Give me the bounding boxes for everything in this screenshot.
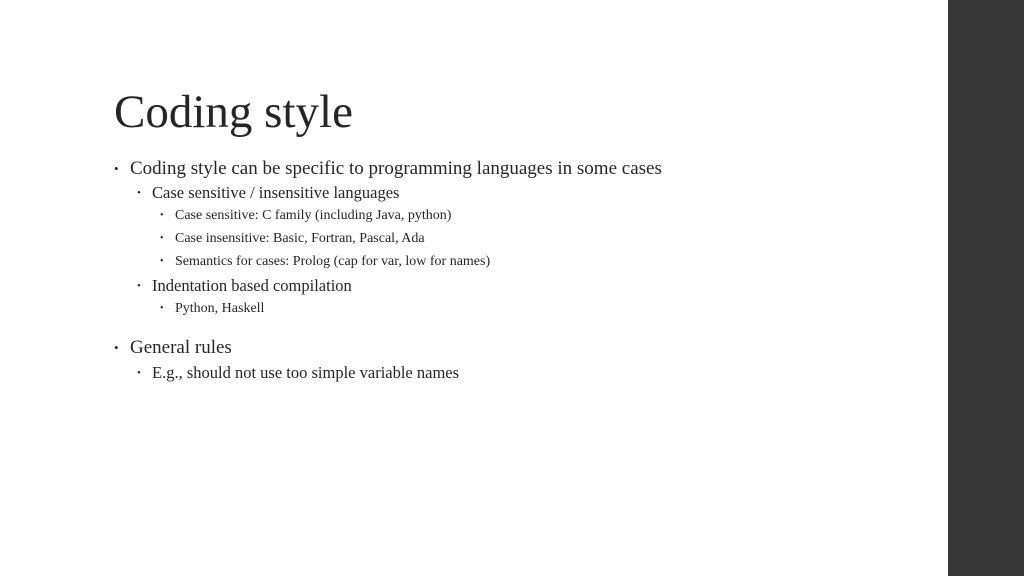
bullet-marker: • xyxy=(137,280,141,292)
bullet-marker: • xyxy=(137,367,141,379)
bullet-marker: • xyxy=(114,340,119,355)
bullet-marker: • xyxy=(160,210,164,221)
decorative-side-bar xyxy=(948,0,1024,576)
slide-title: Coding style xyxy=(114,86,353,138)
bullet-level3-semantics-cases: Semantics for cases: Prolog (cap for var, low for names) xyxy=(175,254,491,269)
bullet-marker: • xyxy=(160,256,164,267)
bullet-level3-python-haskell: Python, Haskell xyxy=(175,301,265,316)
bullet-level1-general-rules: General rules xyxy=(130,337,232,358)
bullet-marker: • xyxy=(160,233,164,244)
bullet-level2-indentation: Indentation based compilation xyxy=(152,276,352,295)
bullet-level2-case-languages: Case sensitive / insensitive languages xyxy=(152,183,400,202)
bullet-level2-example-variable-names: E.g., should not use too simple variable names xyxy=(152,363,460,382)
bullet-level1-coding-style: Coding style can be specific to programming languages in some cases xyxy=(130,158,662,179)
bullet-marker: • xyxy=(160,303,164,314)
bullet-level3-case-insensitive: Case insensitive: Basic, Fortran, Pascal, Ada xyxy=(175,231,425,246)
bullet-marker: • xyxy=(137,187,141,199)
bullet-level3-case-sensitive: Case sensitive: C family (including Java, python) xyxy=(175,208,452,223)
bullet-marker: • xyxy=(114,161,119,176)
